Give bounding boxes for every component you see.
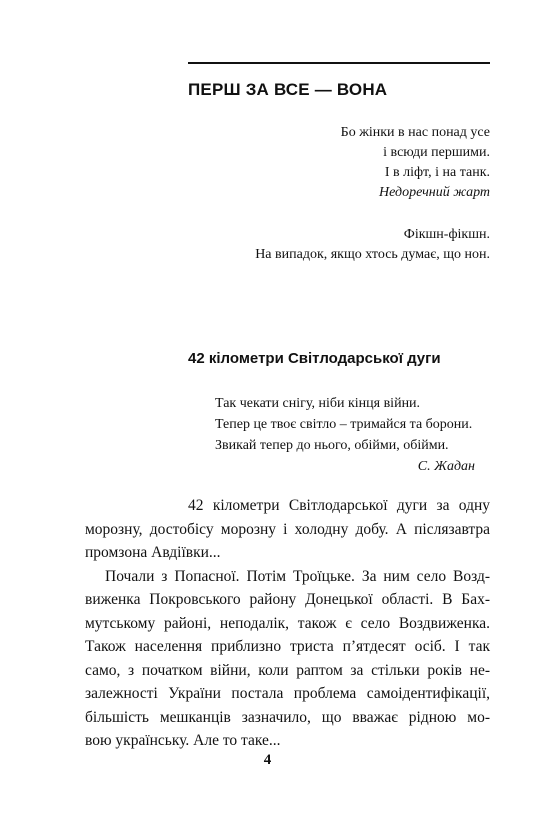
poem-line: Тепер це твоє світло – тримайся та борони. [215,417,473,432]
epigraph-line: Фікшн-фікшн. [403,227,490,242]
body-line: морозну, достобісу морозну і холодну добу. А післязавтра [85,520,490,538]
epigraph-line: Бо жінки в нас понад усе [340,125,490,140]
body-line: мутському районі, неподалік, також є село Воздвиженка. [85,614,490,632]
body-line: Почали з Попасної. Потім Троїцьке. За ним село Возд- [105,567,490,585]
epigraph-attribution: Недоречний жарт [379,185,490,200]
section-title: 42 кілометри Світлодарської дуги [188,350,441,367]
poem-author: С. Жадан [417,459,475,474]
body-line: залежності України постала проблема самоідентифікації, [85,685,490,702]
page-number: 4 [263,752,272,768]
poem-epigraph [215,393,475,477]
body-line: більшість мешканців зазначило, що вважає рідною мо- [85,708,490,726]
top-rule [188,62,490,64]
body-line: 42 кілометри Світлодарської дуги за одну [188,497,490,514]
epigraph-line: На випадок, якщо хтось думає, що нон. [255,247,490,262]
epigraph-line: І в ліфт, і на танк. [384,165,490,180]
epigraph-line: і всюди першими. [383,145,490,160]
poem-line: Звикай тепер до нього, обійми, обійми. [215,438,449,453]
body-line: промзона Авдіївки... [85,544,221,561]
epigraph-fiction [255,225,490,265]
body-line: вою українську. Але то таке... [85,732,281,749]
chapter-title: ПЕРШ ЗА ВСЕ — ВОНА [188,80,388,99]
body-line: само, з початком війни, коли раптом за стільки років не- [85,661,490,679]
body-line: виженка Покровського району Донецької області. В Бах- [85,591,490,608]
body-text [85,494,490,753]
body-line: Також населення приблизно триста п’ятдесят осіб. І так [85,638,490,655]
epigraph-joke [341,123,490,203]
poem-line: Так чекати снігу, ніби кінця війни. [215,396,421,411]
